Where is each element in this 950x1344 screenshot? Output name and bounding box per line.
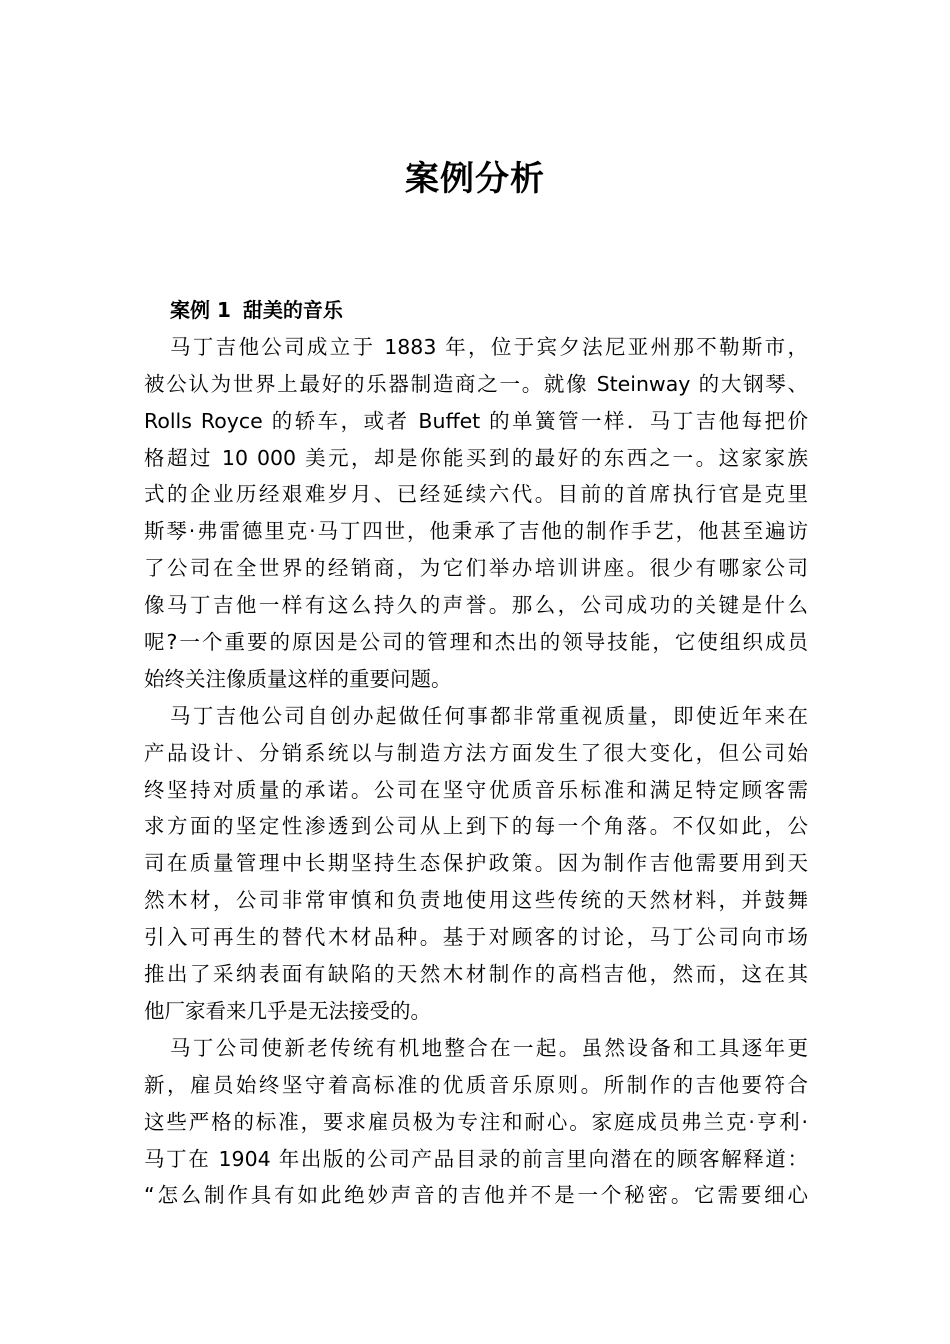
- paragraph-line: 司在质量管理中长期坚持生态保护政策。因为制作吉他需要用到天: [144, 851, 808, 876]
- case-number: 案例 1: [170, 298, 231, 322]
- paragraph-line: 马丁公司使新老传统有机地整合在一起。虽然设备和工具逐年更: [170, 1035, 808, 1060]
- paragraph-line: 终坚持对质量的承诺。公司在坚守优质音乐标准和满足特定顾客需: [144, 777, 808, 802]
- paragraph: [144, 698, 808, 1030]
- paragraph-line: 像马丁吉他一样有这么持久的声誉。那么，公司成功的关键是什么: [144, 593, 808, 618]
- paragraph-line: 他厂家看来几乎是无法接受的。: [144, 998, 431, 1023]
- paragraph-line: 斯琴·弗雷德里克·马丁四世，他秉承了吉他的制作手艺，他甚至遍访: [144, 519, 808, 544]
- paragraph-line: 这些严格的标准，要求雇员极为专注和耐心。家庭成员弗兰克·亨利·: [144, 1109, 808, 1134]
- paragraph-line: 马丁吉他公司成立于 1883 年，位于宾夕法尼亚州那不勒斯市，: [170, 334, 808, 359]
- paragraph-line: 产品设计、分销系统以与制造方法方面发生了很大变化，但公司始: [144, 740, 808, 765]
- paragraph-line: Rolls Royce 的轿车，或者 Buffet 的单簧管一样．马丁吉他每把价: [144, 408, 808, 433]
- page-title: 案例分析: [405, 159, 545, 199]
- paragraph-line: 马丁在 1904 年出版的公司产品目录的前言里向潜在的顾客解释道：: [144, 1146, 808, 1171]
- paragraph: [144, 329, 808, 698]
- paragraph-line: 求方面的坚定性渗透到公司从上到下的每一个角落。不仅如此，公: [144, 814, 808, 839]
- paragraph-line: 被公认为世界上最好的乐器制造商之一。就像 Steinway 的大钢琴、: [144, 371, 808, 396]
- paragraph-line: “怎么制作具有如此绝妙声音的吉他并不是一个秘密。它需要细心: [144, 1183, 808, 1208]
- paragraph-line: 马丁吉他公司自创办起做任何事都非常重视质量，即使近年来在: [170, 703, 808, 728]
- paragraph-line: 呢?一个重要的原因是公司的管理和杰出的领导技能，它使组织成员: [144, 630, 808, 655]
- paragraph-line: 了公司在全世界的经销商，为它们举办培训讲座。很少有哪家公司: [144, 556, 808, 581]
- paragraph-line: 式的企业历经艰难岁月、已经延续六代。目前的首席执行官是克里: [144, 482, 808, 507]
- paragraph-line: 新，雇员始终坚守着高标准的优质音乐原则。所制作的吉他要符合: [144, 1072, 808, 1097]
- paragraph-line: 推出了采纳表面有缺陷的天然木材制作的高档吉他，然而，这在其: [144, 962, 808, 987]
- case-title: 甜美的音乐: [242, 298, 343, 322]
- paragraph-line: 格超过 10 000 美元，却是你能买到的最好的东西之一。这家家族: [144, 445, 808, 470]
- case-study-article: [144, 292, 808, 1214]
- paragraph-line: 始终关注像质量这样的重要问题。: [144, 666, 452, 691]
- paragraph: [144, 1030, 808, 1214]
- paragraph-line: 然木材，公司非常审慎和负责地使用这些传统的天然材料，并鼓舞: [144, 888, 808, 913]
- article-body: [144, 329, 808, 1214]
- case-heading: [144, 292, 808, 329]
- paragraph-line: 引入可再生的替代木材品种。基于对顾客的讨论，马丁公司向市场: [144, 925, 808, 950]
